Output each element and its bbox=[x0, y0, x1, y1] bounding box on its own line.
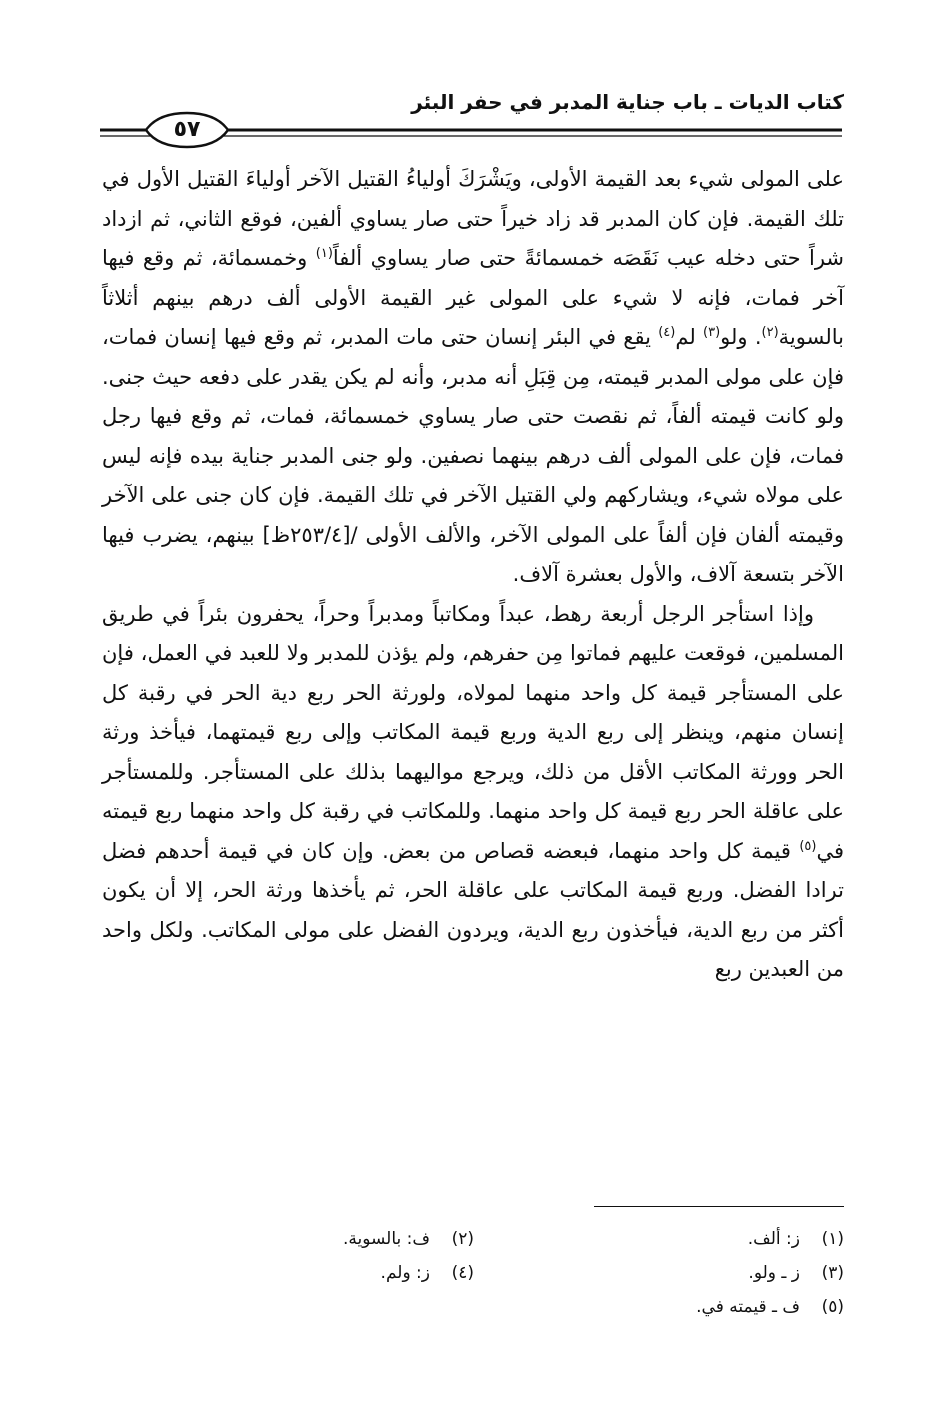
footnote-marker: (١) bbox=[315, 246, 333, 261]
paragraph-1 bbox=[102, 160, 844, 595]
footnote-text: ز: ولم. bbox=[380, 1263, 430, 1283]
running-header: كتاب الديات ـ باب جناية المدبر في حفر البئر bbox=[411, 90, 844, 114]
main-text bbox=[102, 160, 844, 990]
footnote-item bbox=[474, 1222, 844, 1256]
text-run: . ولو bbox=[720, 325, 762, 349]
paragraph-2 bbox=[102, 595, 844, 990]
footnote-text: ز: ألف. bbox=[747, 1229, 800, 1249]
footnote-item bbox=[474, 1256, 844, 1290]
page-number: ٥٧ bbox=[173, 117, 201, 142]
text-run: قيمة كل واحد منهما، فبعضه قصاص من بعض. وإن كان في قيمة أحدهم فضل ترادا الفضل. وربع قيمة المكاتب على عاقلة الحر، ثم يأخذها ورثة الحر، إلا أن يكون أكثر من ربع الدية، فيأخذون ربع الدية، ويردون الفضل على مولى المكاتب. ولكل واحد من العبدين ربع bbox=[102, 838, 844, 981]
footnote-text: ز ـ ولو. bbox=[748, 1263, 800, 1283]
footnote-marker: (٥) bbox=[799, 838, 817, 854]
footnote-row bbox=[102, 1290, 844, 1324]
text-run: يقع في البئر إنسان حتى مات المدبر، ثم وقع فيها إنسان فمات، فإن على مولى المدبر قيمته، مِن قِبَلِ أنه مدبر، وأنه لم يكن يقدر على دفعه حيث جنى. ولو كانت قيمته ألفاً، ثم نقصت حتى صار يساوي خمسمائة، فمات، ثم وقع فيها رجل فمات، فإن على المولى ألف درهم بينهما نصفين. ولو جنى المدبر جناية بيده فإنه ليس على مولاه شيء، ويشاركهم ولي القتيل الآخر في تلك القيمة. فإن كان جنى على الآخر وقيمته ألفان فإن ألفاً على المولى الآخر، والألف الأولى /[٢٥٣/٤ظ] بينهم، يضرب فيها الآخر بتسعة آلاف، والأول بعشرة آلاف. bbox=[101, 325, 844, 586]
footnote-item bbox=[104, 1256, 474, 1290]
text-run: لم bbox=[675, 325, 704, 349]
text-run: على المولى شيء بعد القيمة الأولى، ويَشْرَكَ أولياءُ القتيل الآخر أولياءَ القتيل الأول في تلك القيمة. فإن كان المدبر قد زاد خيراً حتى صار يساوي ألفين، فوقع الثاني، ثم ازداد شراً حتى دخله عيب نَقَصَه خمسمائةً حتى صار يساوي ألفاً bbox=[102, 167, 845, 270]
footnote-number: (٢) bbox=[451, 1229, 474, 1249]
text-run: وإذا استأجر الرجل أربعة رهط، عبداً ومكاتباً ومدبراً وحراً، يحفرون بئراً في طريق المسلمين، فوقعت عليهم فماتوا مِن حفرهم، ولم يؤذن للمدبر ولا للعبد في العمل، فإن على المستأجر قيمة كل واحد منهما لمولاه، ولورثة الحر ربع دية الحر في رقبة كل إنسان منهم، وينظر إلى ربع الدية وربع قيمة المكاتب وإلى ربع قيمتهما، فيأخذ ورثة الحر وورثة المكاتب الأقل من ذلك، ويرجع مواليهما بذلك على المستأجر. وللمستأجر على عاقلة الحر ربع قيمة كل واحد منهما. وللمكاتب في رقبة كل واحد منهما ربع قيمته في bbox=[102, 601, 844, 863]
footnote-number: (٥) bbox=[821, 1297, 844, 1317]
footnote-text: ف ـ قيمته في. bbox=[696, 1297, 800, 1317]
footnote-text: ف: بالسوية. bbox=[342, 1229, 430, 1249]
footnote-item bbox=[104, 1222, 474, 1256]
footnote-number: (٣) bbox=[821, 1263, 844, 1283]
footnotes bbox=[102, 1222, 844, 1324]
footnote-row bbox=[102, 1256, 844, 1290]
footnote-marker: (٣) bbox=[703, 325, 721, 340]
footnote-number: (١) bbox=[821, 1229, 844, 1249]
footnote-item bbox=[474, 1290, 844, 1324]
footnote-row bbox=[102, 1222, 844, 1256]
footnote-number: (٤) bbox=[451, 1263, 474, 1283]
footnote-marker: (٤) bbox=[658, 325, 676, 340]
footnote-marker: (٢) bbox=[761, 325, 779, 340]
text-run: وخمسمائة، ثم وقع فيها آخر فمات، فإنه لا شيء على المولى غير القيمة الأولى ألف درهم بينهم أثلاثاً بالسوية bbox=[102, 246, 844, 349]
footnote-separator bbox=[594, 1206, 844, 1207]
